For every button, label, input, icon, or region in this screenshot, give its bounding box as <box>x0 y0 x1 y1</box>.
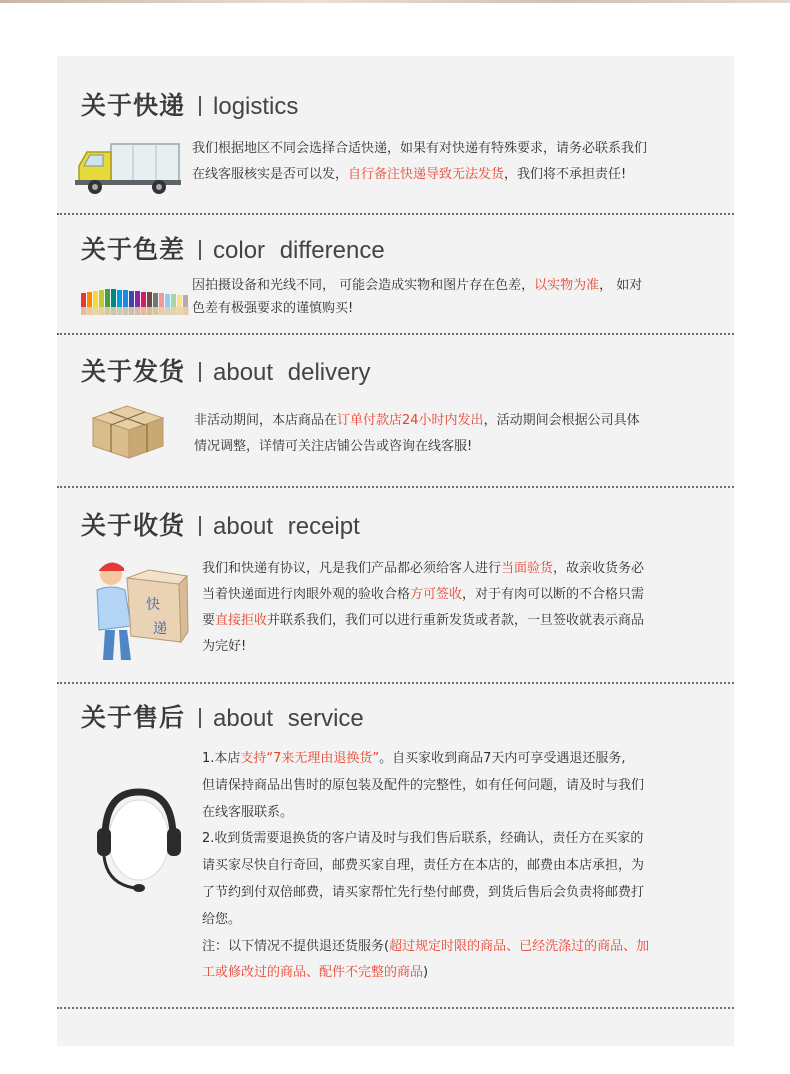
body-line <box>194 434 640 460</box>
body-line <box>202 880 649 907</box>
text-segment: 我们根据地区不同会选择合适快递，如果有对快递有特殊要求，请务必联系我们 <box>192 141 648 156</box>
text-segment: 情况调整，详情可关注店铺公告或咨询在线客服! <box>194 439 473 454</box>
body-line <box>202 960 649 987</box>
highlight-text: 自行备注快递导致无法发货 <box>348 167 505 182</box>
section-title-cn: 关于售后 <box>81 703 186 732</box>
delivery-truck-icon <box>71 140 183 200</box>
body-line <box>192 162 647 188</box>
text-segment: 请买家尽快自行奇回，邮费买家自理，责任方在本店的，邮费由本店承担，为 <box>202 858 645 874</box>
text-segment: 2.收到货需要退换货的客户请及时与我们售后联系，经确认，责任方在买家的 <box>202 831 644 847</box>
headset-support-icon <box>91 780 187 912</box>
text-segment: ，故亲收货务必 <box>553 561 645 576</box>
body-line <box>202 746 649 773</box>
text-segment: 色差有极强要求的谨慎购买! <box>192 301 354 316</box>
section-title-en: logistics <box>213 93 299 120</box>
section-heading-logistics <box>81 86 298 122</box>
title-separator <box>199 708 201 728</box>
highlight-text: 支持“7来无理由退换货” <box>240 751 380 766</box>
body-line <box>202 608 644 634</box>
text-segment: 给您。 <box>202 911 242 927</box>
section-divider <box>57 486 734 488</box>
text-segment: 要 <box>202 613 216 628</box>
highlight-text: 超过规定时限的商品、已经洗涤过的商品、加 <box>389 938 650 954</box>
section-divider <box>57 333 734 335</box>
section-divider <box>57 682 734 684</box>
section-title-en: color difference <box>213 237 385 264</box>
body-line <box>192 297 642 320</box>
body-line <box>194 408 640 434</box>
text-segment: 当着快递面进行肉眼外观的验收合格 <box>202 587 411 602</box>
section-title-cn: 关于色差 <box>81 235 186 264</box>
text-segment: ， 如对 <box>599 278 643 293</box>
text-segment: 并联系我们，我们可以进行重新发货或者款，一旦签收就表示商品 <box>267 613 645 628</box>
section-title-en: about service <box>213 705 364 732</box>
section-divider <box>57 1007 734 1009</box>
info-panel <box>57 56 734 1046</box>
section-title-cn: 关于收货 <box>81 511 186 540</box>
body-line <box>202 556 644 582</box>
text-segment: 了节约到付双倍邮费，请买家帮忙先行垫付邮费，到货后售后会负责将邮费打 <box>202 884 645 900</box>
section-heading-color-difference <box>81 230 385 266</box>
section-body-service <box>202 746 649 987</box>
text-segment: 因拍摄设备和光线不同， 可能会造成实物和图片存在色差， <box>192 278 535 293</box>
text-segment: 在线客服核实是否可以发， <box>192 167 349 182</box>
text-segment: ，对于有肉可以断的不合格只需 <box>462 587 645 602</box>
highlight-text: 直接拒收 <box>215 613 268 628</box>
section-body-delivery <box>194 408 640 460</box>
top-decorative-strip <box>0 0 790 3</box>
text-segment: 但请保持商品出售时的原包装及配件的完整性，如有任何问题，请及时与我们 <box>202 777 645 793</box>
text-segment: 注：以下情况不提供退还货服务( <box>202 938 390 954</box>
text-segment: 在线客服联系。 <box>202 804 294 820</box>
body-line <box>202 934 649 961</box>
colored-pencils-icon <box>81 287 189 319</box>
parcel-box-icon <box>87 400 167 464</box>
highlight-text: 当面验货 <box>501 561 554 576</box>
text-segment: 。自买家收到商品7天内可享受遇退还服务, <box>379 751 626 766</box>
box-label: 递 <box>153 621 167 637</box>
title-separator <box>199 362 201 382</box>
text-segment: ，我们将不承担责任! <box>504 167 627 182</box>
section-heading-receipt <box>81 506 360 542</box>
section-title-en: about delivery <box>213 359 371 386</box>
title-separator <box>199 516 201 536</box>
body-line <box>192 274 642 297</box>
title-separator <box>199 240 201 260</box>
text-segment: 非活动期间，本店商品在 <box>194 413 338 428</box>
text-segment: 为完好! <box>202 639 247 654</box>
body-line <box>202 853 649 880</box>
body-line <box>202 800 649 827</box>
body-line <box>192 136 647 162</box>
section-body-receipt <box>202 556 644 660</box>
section-title-cn: 关于快递 <box>81 91 186 120</box>
highlight-text: 方可签收 <box>410 587 463 602</box>
text-segment: ) <box>423 965 429 981</box>
text-segment: ，活动期间会根据公司具体 <box>483 413 640 428</box>
body-line <box>202 907 649 934</box>
section-title-cn: 关于发货 <box>81 357 186 386</box>
body-line <box>202 582 644 608</box>
title-separator <box>199 96 201 116</box>
highlight-text: 订单付款店24小时内发出 <box>337 413 484 428</box>
courier-with-box-icon <box>91 556 191 670</box>
body-line <box>202 826 649 853</box>
section-heading-service <box>81 698 364 734</box>
text-segment: 我们和快递有协议，凡是我们产品都必须给客人进行 <box>202 561 502 576</box>
section-heading-delivery <box>81 352 370 388</box>
section-divider <box>57 213 734 215</box>
body-line <box>202 634 644 660</box>
highlight-text: 以实物为准 <box>534 278 600 293</box>
text-segment: 1.本店 <box>202 751 241 766</box>
section-body-logistics <box>192 136 647 188</box>
section-body-color-difference <box>192 274 642 320</box>
body-line <box>202 773 649 800</box>
highlight-text: 工或修改过的商品、配件不完整的商品 <box>202 965 424 981</box>
box-label: 快 <box>146 597 160 613</box>
section-title-en: about receipt <box>213 513 360 540</box>
